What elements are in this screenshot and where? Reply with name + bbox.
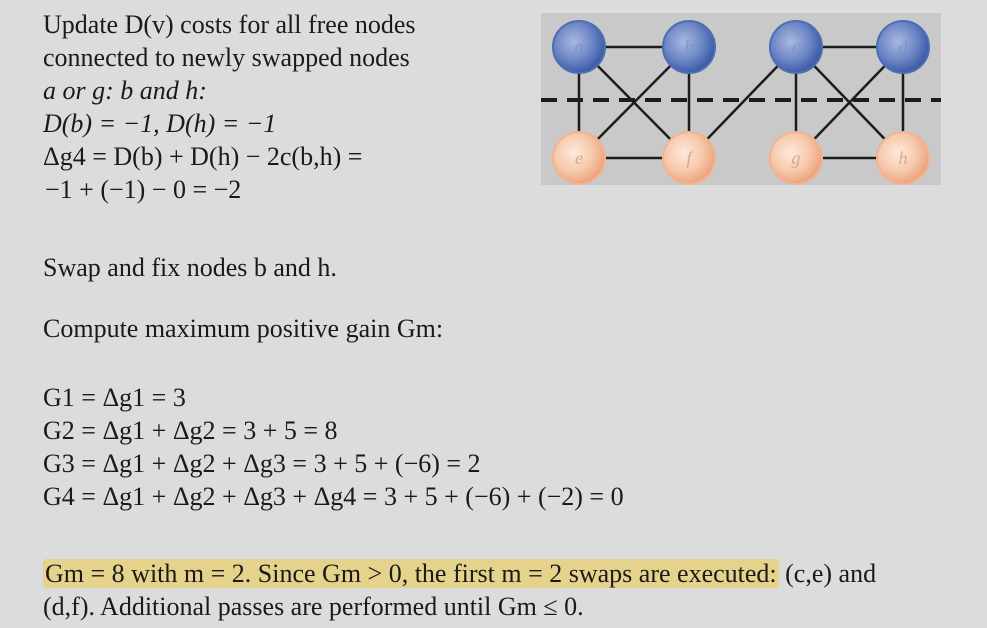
- intro-paragraph: [43, 8, 513, 206]
- gain-line-1: G1 = Δg1 = 3: [43, 383, 186, 412]
- intro-line-4: D(b) = −1, D(h) = −1: [43, 109, 277, 138]
- intro-line-5: Δg4 = D(b) + D(h) − 2c(b,h) =: [43, 142, 363, 171]
- node-label-b: b: [684, 37, 694, 57]
- node-label-f: f: [686, 148, 692, 168]
- graph-diagram: [541, 13, 941, 185]
- gain-line-4: G4 = Δg1 + Δg2 + Δg3 + Δg4 = 3 + 5 + (−6) + (−2) = 0: [43, 482, 624, 511]
- node-label-g: g: [791, 148, 801, 168]
- conclusion-line-1: [43, 557, 876, 590]
- intro-line-6: −1 + (−1) − 0 = −2: [45, 175, 242, 204]
- node-label-h: h: [898, 148, 908, 168]
- gain-line-2: G2 = Δg1 + Δg2 = 3 + 5 = 8: [43, 416, 338, 445]
- node-label-a: a: [574, 37, 584, 57]
- intro-line-1: Update D(v) costs for all free nodes: [43, 10, 416, 39]
- conclusion: [43, 557, 876, 623]
- gain-line-3: G3 = Δg1 + Δg2 + Δg3 = 3 + 5 + (−6) = 2: [43, 449, 481, 478]
- node-label-c: c: [792, 37, 800, 57]
- gain-list: [43, 381, 624, 513]
- conclusion-highlight: Gm = 8 with m = 2. Since Gm > 0, the first m = 2 swaps are executed:: [45, 559, 777, 588]
- conclusion-tail: (c,e) and: [785, 559, 877, 588]
- conclusion-line-2: (d,f). Additional passes are performed until Gm ≤ 0.: [43, 592, 584, 621]
- intro-line-2: connected to newly swapped nodes: [43, 43, 410, 72]
- node-label-d: d: [898, 37, 908, 57]
- intro-line-3: a or g: b and h:: [43, 76, 207, 105]
- node-label-e: e: [575, 148, 583, 168]
- swap-text: Swap and fix nodes b and h.: [43, 253, 337, 282]
- compute-text: Compute maximum positive gain Gm:: [43, 314, 444, 343]
